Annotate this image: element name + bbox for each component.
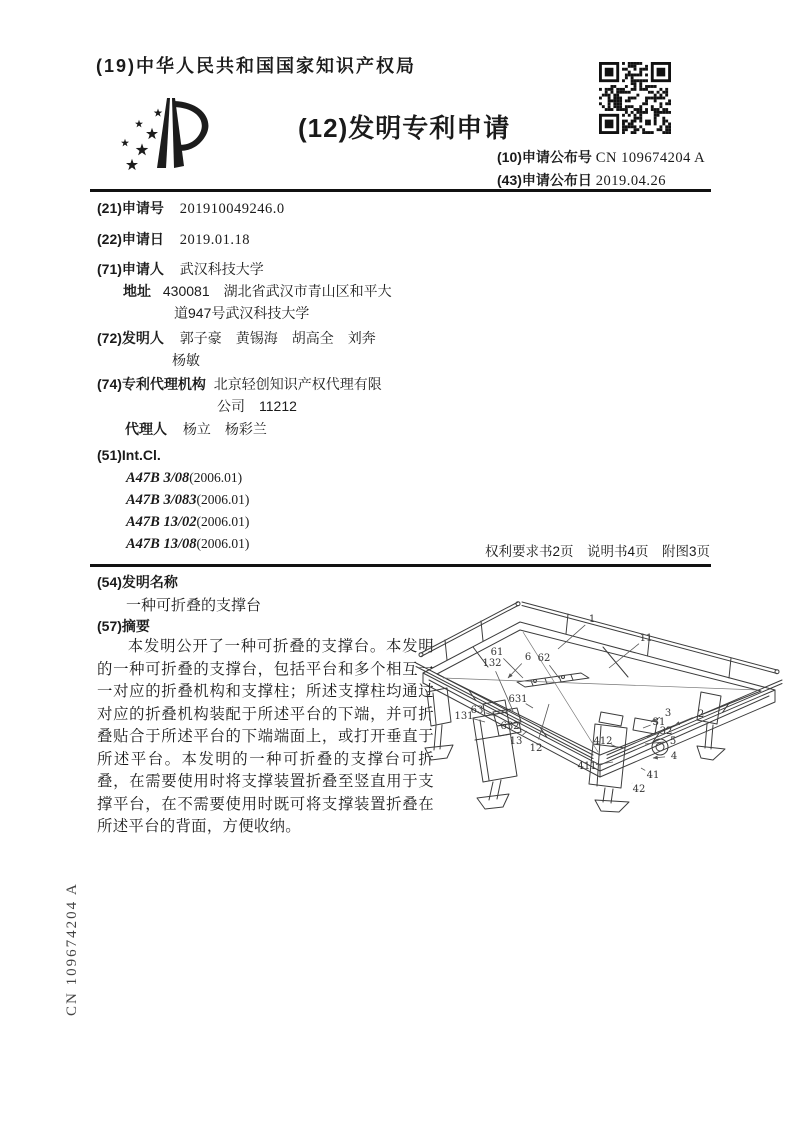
application-number-row (97, 198, 285, 218)
svg-text:131: 131 (454, 711, 474, 722)
qr-code-icon (599, 62, 671, 134)
cnipa-logo-svg (114, 88, 229, 183)
svg-text:42: 42 (632, 784, 646, 795)
svg-text:62: 62 (537, 653, 551, 664)
biblio-divider-rule (90, 564, 711, 567)
svg-text:11: 11 (639, 633, 653, 644)
svg-text:3: 3 (664, 708, 672, 719)
inventors-line1: 郭子豪 黄锡海 胡高全 刘奔 (179, 330, 376, 346)
agency-line1: 北京轻创知识产权代理有限 (213, 376, 382, 392)
qr-code-svg (599, 62, 671, 134)
cnipa-logo-icon (114, 88, 229, 183)
intcl-row (97, 447, 173, 463)
pages-info: 权利要求书2页 说明书4页 附图3页 (484, 544, 710, 559)
svg-text:32: 32 (659, 726, 673, 737)
publication-date-row (497, 170, 666, 190)
publication-date-label: (43)申请公布日 (497, 172, 592, 188)
svg-text:632: 632 (500, 721, 520, 732)
classification-code: A47B 13/02 (126, 514, 197, 530)
svg-text:132: 132 (482, 658, 502, 669)
classification-year: (2006.01) (196, 536, 250, 551)
classification-year: (2006.01) (196, 492, 250, 507)
invention-title: 一种可折叠的支撑台 (126, 597, 262, 614)
agent-label: 代理人 (125, 421, 167, 437)
svg-text:12: 12 (529, 743, 543, 754)
application-date-label: (22)申请日 (97, 231, 164, 247)
document-type-title: (12)发明专利申请 (298, 113, 511, 143)
classification-row (126, 491, 249, 509)
address-line2: 道947号武汉科技大学 (174, 305, 310, 321)
application-date-value: 2019.01.18 (179, 232, 251, 248)
classification-code: A47B 3/08 (126, 470, 190, 486)
classification-code: A47B 13/08 (126, 536, 197, 552)
svg-text:631: 631 (508, 694, 528, 705)
address-row-2 (174, 303, 309, 323)
svg-text:41: 41 (646, 770, 660, 781)
application-date-row (97, 229, 250, 249)
intcl-label: (51)Int.Cl. (97, 447, 161, 463)
inventors-row (97, 328, 376, 348)
classification-year: (2006.01) (189, 470, 243, 485)
address-label: 地址 (123, 283, 151, 299)
classification-year: (2006.01) (196, 514, 250, 529)
applicant-value: 武汉科技大学 (179, 261, 264, 277)
svg-text:63: 63 (470, 705, 484, 716)
svg-text:412: 412 (593, 736, 613, 747)
inventors-row-2 (172, 350, 200, 370)
svg-text:13: 13 (509, 736, 523, 747)
svg-text:61: 61 (490, 647, 504, 658)
invention-title-label: (54)发明名称 (97, 574, 178, 590)
patent-figure (413, 592, 788, 817)
applicant-label: (71)申请人 (97, 261, 164, 277)
svg-text:1: 1 (588, 614, 596, 625)
inventors-label: (72)发明人 (97, 330, 164, 346)
classification-row (126, 469, 242, 487)
svg-text:411: 411 (577, 761, 597, 772)
agency-row-2 (217, 396, 297, 416)
svg-text:4: 4 (670, 751, 678, 762)
inventors-line2: 杨敏 (172, 352, 200, 368)
classification-row (126, 535, 249, 553)
svg-text:2: 2 (697, 709, 705, 720)
agency-row (97, 374, 382, 394)
applicant-row (97, 259, 264, 279)
publication-date-value: 2019.04.26 (595, 173, 667, 189)
svg-text:31: 31 (652, 717, 666, 728)
publication-number-label: (10)申请公布号 (497, 149, 592, 165)
patent-office-name: (19)中华人民共和国国家知识产权局 (96, 56, 417, 76)
svg-text:5: 5 (669, 736, 677, 747)
address-row (123, 281, 392, 301)
patent-figure-svg (413, 592, 788, 817)
abstract-label: (57)摘要 (97, 618, 150, 634)
classification-code: A47B 3/083 (126, 492, 197, 508)
agent-value: 杨立 杨彩兰 (182, 421, 267, 437)
side-publication-code: CN 109674204 A (64, 882, 80, 1016)
svg-text:6: 6 (524, 652, 532, 663)
application-number-value: 201910049246.0 (179, 201, 285, 217)
application-number-label: (21)申请号 (97, 200, 164, 216)
address-line1: 430081 湖北省武汉市青山区和平大 (162, 283, 392, 299)
publication-number-row (497, 147, 705, 167)
publication-number-value: CN 109674204 A (595, 150, 706, 166)
header-divider-rule (90, 189, 711, 192)
agent-row (125, 419, 267, 439)
agency-label: (74)专利代理机构 (97, 376, 206, 392)
abstract-text: 本发明公开了一种可折叠的支撑台。本发明的一种可折叠的支撑台，包括平台和多个相互一一对应的折叠机构和支撑柱；所述支撑柱均通过对应的折叠机构装配于所述平台的下端，并可折叠贴合于所述平台的下端端面上，或打开垂直于所述平台。本发明的一种可折叠的支撑台可折叠，在需要使用时将支撑装置折叠至竖直用于支撑平台，在不需要使用时既可将支撑装置折叠在所述平台的背面，方便收纳。 (97, 638, 434, 835)
agency-line2: 公司 11212 (217, 398, 297, 414)
classification-row (126, 513, 249, 531)
